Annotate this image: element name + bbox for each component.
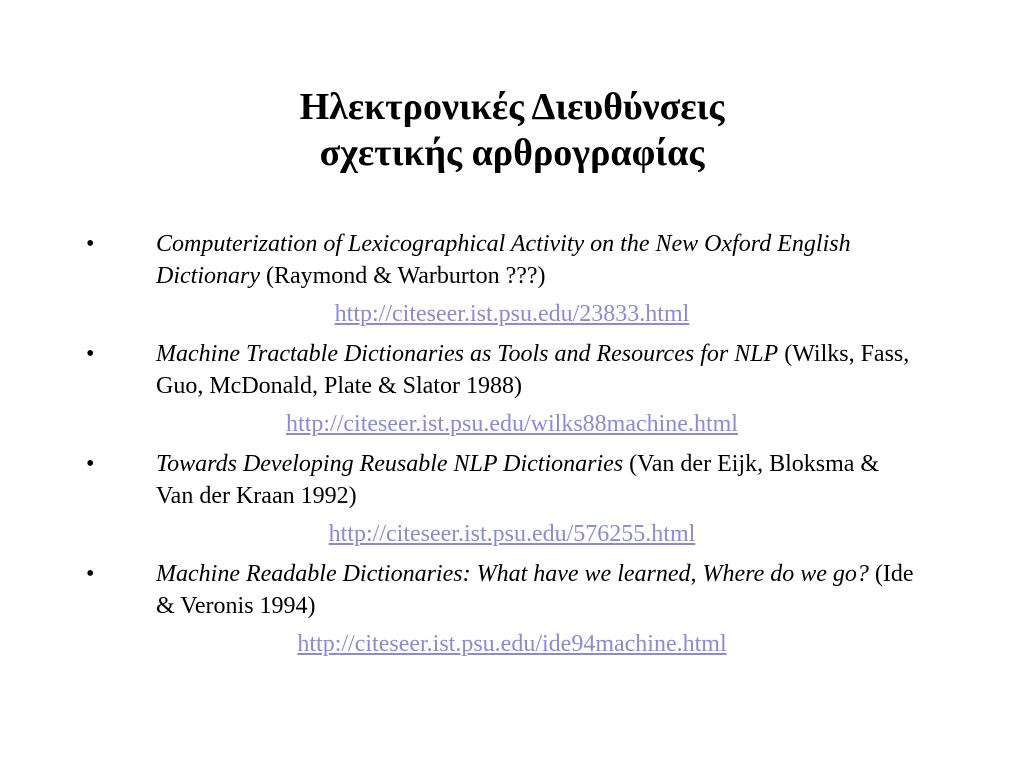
reference-link[interactable]: http://citeseer.ist.psu.edu/576255.html — [328, 521, 696, 547]
reference-text — [156, 558, 916, 622]
bullet-icon: • — [86, 451, 95, 477]
reference-item-2 — [0, 338, 1024, 440]
reference-text — [156, 228, 916, 292]
reference-authors: (Raymond & Warburton ???) — [259, 263, 546, 289]
reference-list — [0, 228, 1024, 668]
bullet-icon: • — [86, 561, 95, 587]
slide-title-line-1: Ηλεκτρονικές Διευθύνσεις — [299, 86, 725, 128]
reference-link[interactable]: http://citeseer.ist.psu.edu/23833.html — [334, 301, 690, 327]
reference-authors: (Wilks, Fass, Guo, McDonald, Plate & Slator 1988) — [156, 341, 910, 399]
reference-title: Towards Developing Reusable NLP Dictionaries — [156, 451, 624, 477]
reference-text — [156, 338, 916, 402]
reference-authors: (Van der Eijk, Bloksma & Van der Kraan 1992) — [156, 451, 880, 509]
reference-item-1 — [0, 228, 1024, 330]
slide-title — [0, 84, 1024, 176]
bullet-icon: • — [86, 231, 95, 257]
reference-title: Machine Readable Dictionaries: What have we learned, Where do we go? — [156, 561, 869, 587]
reference-item-4 — [0, 558, 1024, 660]
reference-title: Computerization of Lexicographical Activity on the New Oxford English Dictionary — [156, 231, 851, 289]
reference-link[interactable]: http://citeseer.ist.psu.edu/ide94machine.html — [297, 631, 727, 657]
reference-authors: (Ide & Veronis 1994) — [156, 561, 914, 619]
reference-title: Machine Tractable Dictionaries as Tools and Resources for NLP — [156, 341, 779, 367]
reference-text — [156, 448, 916, 512]
reference-item-3 — [0, 448, 1024, 550]
slide-title-line-2: σχετικής αρθρογραφίας — [319, 132, 705, 174]
bullet-icon: • — [86, 341, 95, 367]
reference-link[interactable]: http://citeseer.ist.psu.edu/wilks88machine.html — [286, 411, 738, 437]
